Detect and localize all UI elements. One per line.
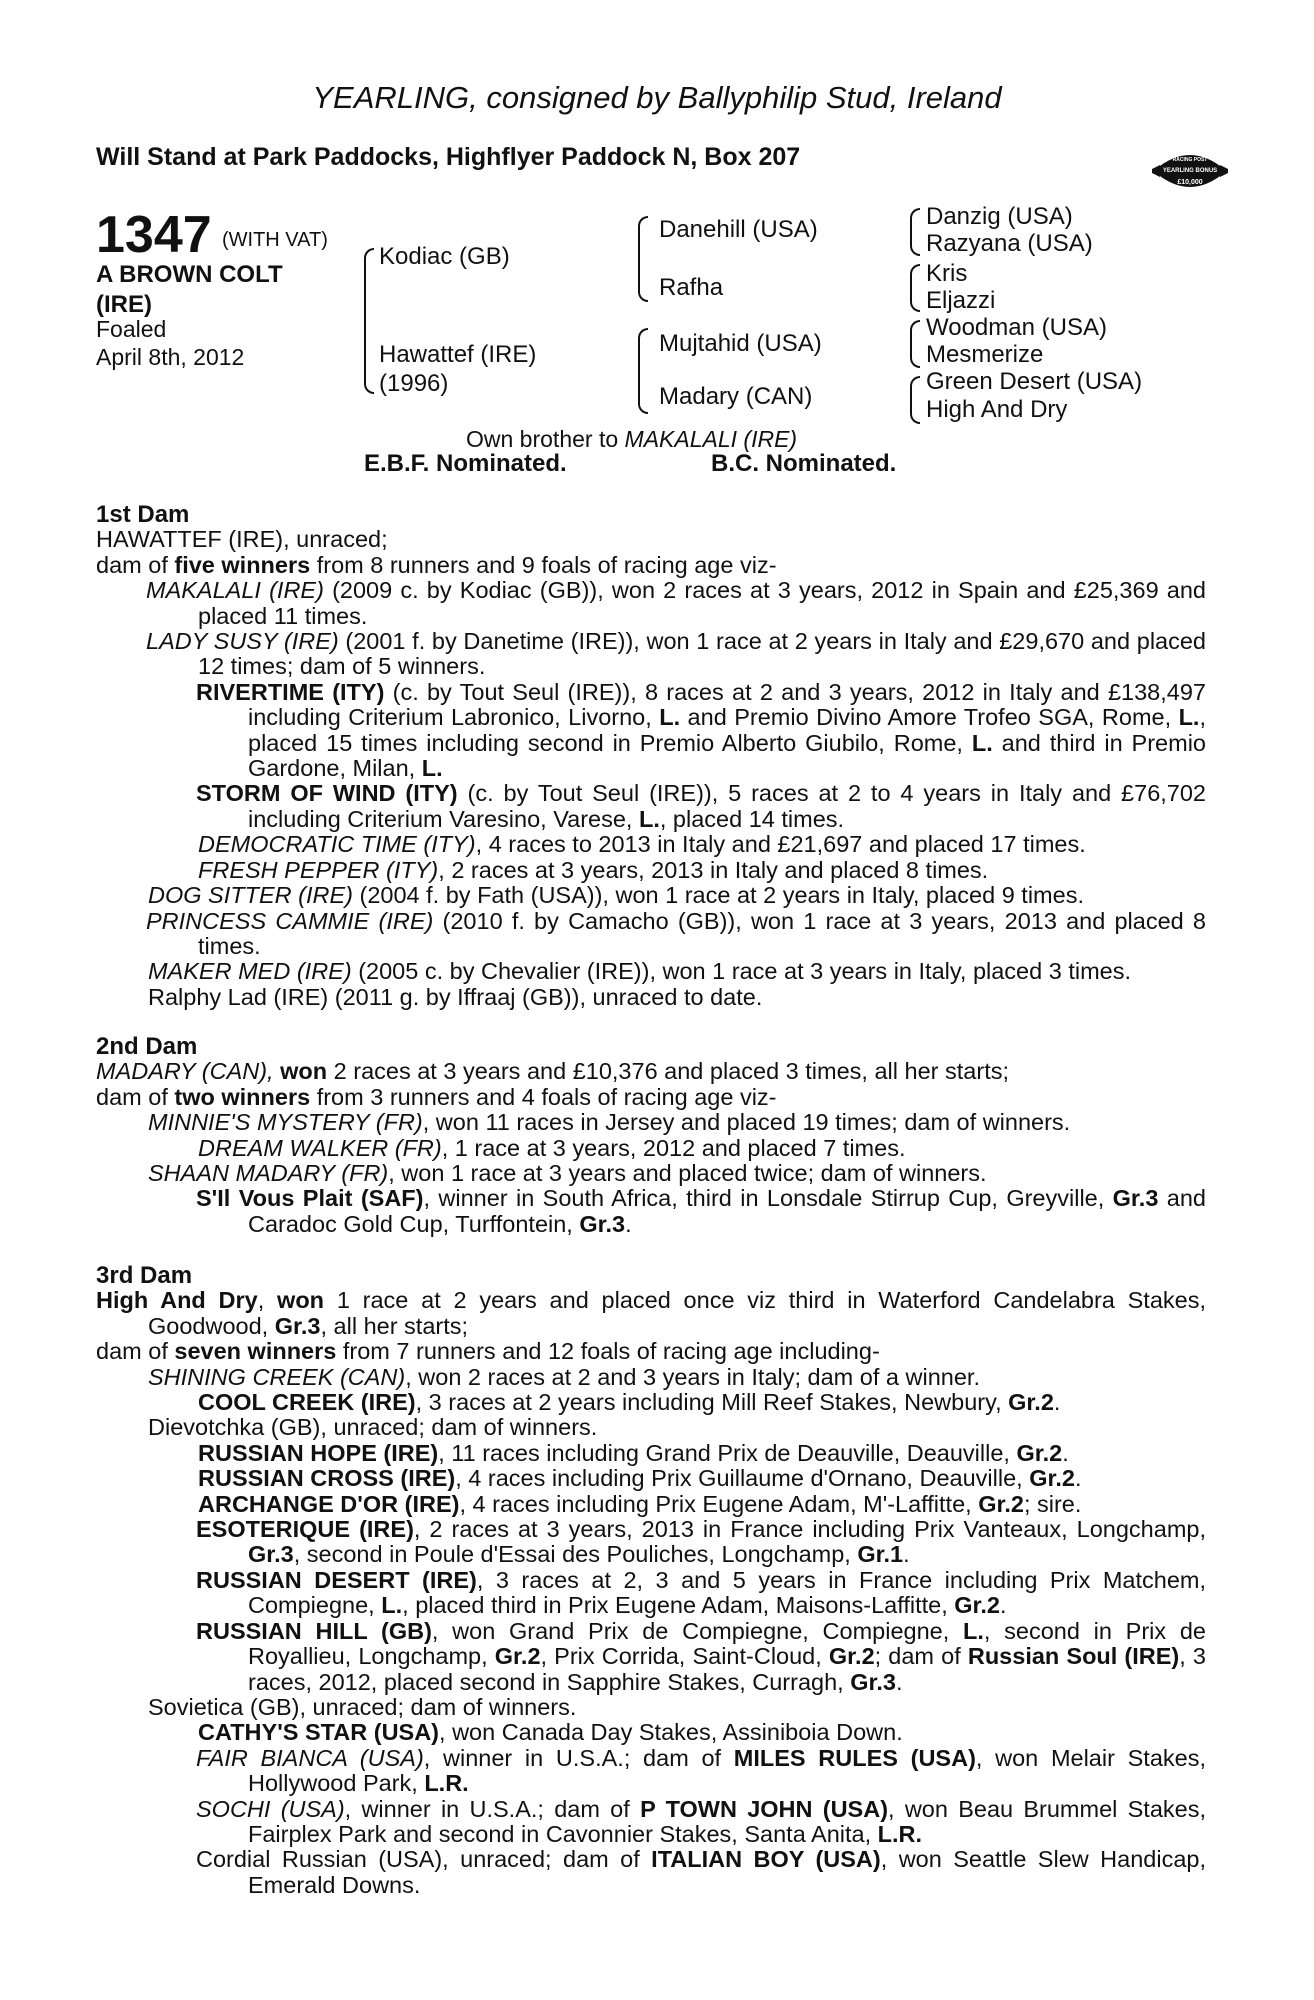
horse-record: , won 11 races in Jersey and placed 19 times; dam of winners.	[422, 1109, 1071, 1136]
produce-russian-hill	[96, 1619, 1206, 1695]
produce-rivertime	[96, 680, 1206, 782]
horse-record: .	[903, 1541, 910, 1568]
horse-name: SHAAN MADARY (FR)	[148, 1160, 389, 1187]
produce-russian-hope	[96, 1441, 1206, 1466]
horse-record: , won Beau Brummel Stakes, Fairplex Park and second in Cavonnier Stakes, Santa Anita,	[248, 1795, 1206, 1847]
horse-record: , 4 races including Prix Eugene Adam, M'-Laffitte,	[459, 1490, 979, 1517]
produce-ralphy-lad: Ralphy Lad (IRE) (2011 g. by Iffraaj (GB)), unraced to date.	[148, 983, 763, 1010]
produce-fair-bianca	[96, 1746, 1206, 1797]
horse-record: , won Grand Prix de Compiegne, Compiegne,	[431, 1617, 963, 1644]
horse-record: , won Seattle Slew Handicap, Emerald Downs.	[248, 1846, 1206, 1898]
race-grade: Gr.1	[857, 1541, 904, 1568]
race-grade: L.	[421, 755, 443, 782]
horse-record: , winner in U.S.A.; dam of	[344, 1795, 641, 1822]
race-grade: L.	[381, 1592, 403, 1619]
horse-name: SHINING CREEK (CAN)	[148, 1363, 406, 1390]
pedigree-brace-g1	[910, 208, 920, 256]
summary-suffix: from 3 runners and 4 foals of racing age viz-	[310, 1083, 777, 1110]
horse-record: , 11 races including Grand Prix de Deauville, Deauville,	[438, 1439, 1017, 1466]
horse-record: .	[1062, 1439, 1069, 1466]
horse-record: , 3 races at 2, 3 and 5 years in France including Prix Matchem, Compiegne,	[248, 1566, 1207, 1619]
summary-suffix: from 7 runners and 12 foals of racing age including-	[336, 1338, 880, 1365]
race-grade: L.	[659, 704, 681, 731]
pedigree-brace-g4	[910, 376, 920, 424]
horse-record: , second in Poule d'Essai des Pouliches, Longchamp,	[293, 1541, 858, 1568]
produce-cool-creek	[96, 1390, 1206, 1415]
horse-record: , 3 races at 2 years including Mill Reef Stakes, Newbury,	[415, 1389, 1009, 1416]
horse-record: and Premio Divino Amore Trofeo SGA, Rome,	[680, 704, 1179, 731]
horse-record: ; dam of	[874, 1643, 968, 1670]
horse-record: , won Melair Stakes, Hollywood Park,	[248, 1744, 1206, 1797]
horse-name: MINNIE'S MYSTERY (FR)	[148, 1109, 423, 1136]
race-grade: L.R.	[877, 1820, 923, 1847]
separator: ,	[257, 1287, 278, 1314]
horse-name: P TOWN JOHN (USA)	[640, 1795, 889, 1822]
first-dam-section	[96, 502, 1206, 1010]
pedigree-dam: Hawattef (IRE)	[379, 341, 537, 368]
badge-mid-text: YEARLING BONUS	[1162, 168, 1218, 174]
first-dam-produce-summary	[96, 553, 1206, 578]
horse-record: , 2 races at 3 years, 2013 in Italy and placed 8 times.	[438, 856, 989, 883]
race-grade: L.R.	[424, 1770, 469, 1797]
horse-record: ; sire.	[1023, 1490, 1082, 1517]
foaled-date	[96, 315, 244, 371]
horse-record: , 4 races to 2013 in Italy and £21,697 and placed 17 times.	[475, 831, 1086, 858]
horse-record: 1 race at 2 years and placed once viz third in Waterford Candelabra Stakes, Goodwood,	[148, 1287, 1207, 1339]
horse-name: S'Il Vous Plait (SAF)	[196, 1185, 424, 1212]
first-dam-heading: 1st Dam	[96, 501, 190, 528]
pedigree-ggd-3: Mesmerize	[926, 341, 1044, 368]
horse-record: (2001 f. by Danetime (IRE)), won 1 race at 2 years in Italy and £29,670 and placed 12 times; dam of 5 winners.	[198, 628, 1206, 680]
race-grade: Gr.2	[828, 1643, 875, 1670]
own-brother-name: MAKALALI (IRE)	[624, 426, 798, 452]
horse-name: FRESH PEPPER (ITY)	[198, 856, 439, 883]
third-dam-name	[96, 1288, 1206, 1339]
produce-minnies-mystery	[96, 1110, 1206, 1135]
horse-record: (c. by Tout Seul (IRE)), 5 races at 2 to 4 years in Italy and £76,702 including Criterium Varesino, Varese,	[248, 780, 1206, 832]
horse-name: MAKER MED (IRE)	[148, 958, 352, 985]
produce-shining-creek	[96, 1365, 1206, 1390]
summary-prefix: dam of	[96, 551, 175, 578]
horse-record: , Prix Corrida, Saint-Cloud,	[540, 1643, 829, 1670]
horse-record: , 2 races at 3 years, 2013 in France including Prix Vanteaux, Longchamp,	[413, 1516, 1206, 1543]
race-grade: Gr.2	[954, 1592, 1000, 1619]
own-brother-prefix: Own brother to	[466, 426, 625, 452]
yearling-bonus-badge	[1150, 147, 1230, 197]
lot-desc-line1: A BROWN COLT	[96, 261, 283, 288]
produce-russian-desert	[96, 1568, 1206, 1619]
pedigree-dam-dam: Madary (CAN)	[659, 383, 813, 410]
lot-number: 1347	[96, 206, 212, 264]
horse-record: 2 races at 3 years and £10,376 and placed 3 times, all her starts;	[327, 1058, 1009, 1085]
summary-prefix: dam of	[96, 1083, 175, 1110]
sale-header: YEARLING, consigned by Ballyphilip Stud, Ireland	[312, 80, 1002, 115]
horse-record: , placed third in Prix Eugene Adam, Maisons-Laffitte,	[402, 1592, 955, 1619]
horse-name: MILES RULES (USA)	[733, 1744, 976, 1771]
horse-name: ITALIAN BOY (USA)	[651, 1846, 881, 1873]
produce-lady-susy	[96, 629, 1206, 680]
race-grade: Gr.3	[248, 1541, 294, 1568]
race-grade: Gr.3	[579, 1210, 626, 1237]
produce-dog-sitter	[96, 883, 1206, 908]
horse-record: Cordial Russian (USA), unraced; dam of	[196, 1846, 652, 1873]
foaled-value: April 8th, 2012	[96, 344, 245, 370]
pedigree-sire-sire: Danehill (USA)	[659, 216, 818, 243]
pedigree-ggs-1: Danzig (USA)	[926, 203, 1073, 230]
vat-note: (WITH VAT)	[222, 229, 328, 251]
race-grade: L.	[962, 1617, 984, 1644]
produce-makalali	[96, 578, 1206, 629]
race-grade: Gr.3	[274, 1312, 321, 1339]
horse-name: MADARY (CAN),	[96, 1058, 274, 1085]
horse-name: DOG SITTER (IRE)	[148, 882, 353, 909]
horse-record: , won 1 race at 3 years and placed twice; dam of winners.	[388, 1160, 987, 1187]
horse-record: , 1 race at 3 years, 2012 and placed 7 times.	[441, 1134, 906, 1161]
horse-name: ARCHANGE D'OR (IRE)	[198, 1490, 460, 1517]
horse-name: ESOTERIQUE (IRE)	[196, 1516, 414, 1543]
pedigree-ggs-3: Woodman (USA)	[926, 314, 1107, 341]
produce-esoterique	[96, 1517, 1206, 1568]
pedigree-ggd-2: Eljazzi	[926, 287, 996, 314]
horse-record: (c. by Tout Seul (IRE)), 8 races at 2 and 3 years, 2012 in Italy and £138,497 including Criterium Labronico, Livorno,	[248, 678, 1206, 731]
produce-cathys-star	[96, 1720, 1206, 1745]
horse-record: .	[1000, 1592, 1007, 1619]
produce-shaan-madary	[96, 1161, 1206, 1186]
produce-cordial-russian	[96, 1847, 1206, 1898]
horse-name: STORM OF WIND (ITY)	[196, 780, 458, 807]
horse-name: COOL CREEK (IRE)	[198, 1389, 416, 1416]
horse-record: , winner in South Africa, third in Lonsdale Stirrup Cup, Greyville,	[423, 1185, 1113, 1212]
produce-democratic-time	[96, 832, 1206, 857]
horse-record: (2010 f. by Camacho (GB)), won 1 race at 3 years, 2013 and placed 8 times.	[198, 907, 1206, 959]
pedigree-brace-main	[364, 248, 374, 394]
race-grade: Gr.2	[494, 1643, 541, 1670]
produce-sil-vous-plait	[96, 1186, 1206, 1237]
winners-count: five winners	[174, 551, 311, 578]
bc-nominated: B.C. Nominated.	[711, 450, 897, 477]
horse-name: Russian Soul (IRE)	[967, 1643, 1180, 1670]
horse-record: (2009 c. by Kodiac (GB)), won 2 races at 3 years, 2012 in Spain and £25,369 and placed 11 times.	[198, 577, 1207, 629]
horse-record: , won Canada Day Stakes, Assiniboia Down.	[439, 1719, 903, 1746]
produce-sovietica: Sovietica (GB), unraced; dam of winners.	[148, 1693, 577, 1720]
produce-russian-cross	[96, 1466, 1206, 1491]
lot-desc-line2: (IRE)	[96, 291, 152, 318]
horse-record: .	[1053, 1389, 1061, 1416]
produce-sochi	[96, 1797, 1206, 1848]
horse-name: RUSSIAN DESERT (IRE)	[196, 1566, 477, 1593]
produce-dievotchka: Dievotchka (GB), unraced; dam of winners.	[148, 1414, 598, 1441]
produce-dream-walker	[96, 1136, 1206, 1161]
second-dam-produce-summary	[96, 1085, 1206, 1110]
pedigree-ggs-2: Kris	[926, 260, 968, 287]
race-grade: Gr.3	[1112, 1185, 1159, 1212]
horse-record: (2005 c. by Chevalier (IRE)), won 1 race at 3 years in Italy, placed 3 times.	[351, 958, 1131, 985]
first-dam-name: HAWATTEF (IRE), unraced;	[96, 526, 388, 553]
horse-name: DEMOCRATIC TIME (ITY)	[198, 831, 476, 858]
horse-record: , all her starts;	[320, 1312, 469, 1339]
third-dam-heading: 3rd Dam	[96, 1262, 193, 1289]
horse-name: RUSSIAN HILL (GB)	[196, 1617, 432, 1644]
horse-name: High And Dry	[96, 1287, 258, 1314]
badge-top-text: RACING POST	[1172, 157, 1208, 163]
pedigree-brace-g2	[910, 264, 920, 312]
summary-suffix: from 8 runners and 9 foals of racing age viz-	[310, 551, 777, 578]
pedigree-ggd-4: High And Dry	[926, 396, 1068, 423]
winners-count: seven winners	[174, 1338, 337, 1365]
badge-amount-text: £10,000	[1177, 179, 1203, 186]
pedigree-brace-dam	[638, 328, 648, 414]
horse-record: , 3 races, 2012, placed second in Sapphire Stakes, Curragh,	[248, 1643, 1206, 1695]
pedigree-ggs-4: Green Desert (USA)	[926, 368, 1143, 395]
horse-record: , 4 races including Prix Guillaume d'Ornano, Deauville,	[455, 1465, 1030, 1492]
ebf-nominated: E.B.F. Nominated.	[364, 450, 567, 477]
won-label: won	[277, 1287, 325, 1314]
horse-record: , placed 15 times including second in Premio Alberto Giubilo, Rome,	[248, 704, 1206, 756]
horse-name: RUSSIAN CROSS (IRE)	[198, 1465, 456, 1492]
pedigree-ggd-1: Razyana (USA)	[926, 230, 1093, 257]
won-label: won	[273, 1058, 328, 1085]
horse-name: CATHY'S STAR (USA)	[198, 1719, 440, 1746]
third-dam-section	[96, 1263, 1206, 1898]
horse-record: .	[895, 1668, 903, 1695]
produce-princess-cammie	[96, 909, 1206, 960]
winners-count: two winners	[174, 1083, 311, 1110]
horse-record: , placed 14 times.	[659, 805, 845, 832]
horse-record: .	[1074, 1465, 1082, 1492]
second-dam-name	[96, 1059, 1206, 1084]
pedigree-dam-sire: Mujtahid (USA)	[659, 330, 822, 357]
horse-name: LADY SUSY (IRE)	[146, 628, 339, 655]
second-dam-heading: 2nd Dam	[96, 1033, 198, 1060]
own-brother-note	[466, 426, 797, 453]
produce-storm-of-wind	[96, 781, 1206, 832]
horse-name: SOCHI (USA)	[196, 1795, 345, 1822]
horse-name: RIVERTIME (ITY)	[196, 678, 385, 705]
horse-record: (2004 f. by Fath (USA)), won 1 race at 2 years in Italy, placed 9 times.	[352, 882, 1084, 909]
foaled-label: Foaled	[96, 316, 167, 342]
lot-description	[96, 260, 283, 320]
produce-archange-dor	[96, 1492, 1206, 1517]
race-grade: L.	[971, 729, 993, 756]
race-grade: Gr.2	[1016, 1439, 1063, 1466]
horse-name: PRINCESS CAMMIE (IRE)	[146, 907, 434, 934]
race-grade: Gr.2	[1008, 1389, 1054, 1416]
horse-name: DREAM WALKER (FR)	[198, 1134, 442, 1161]
race-grade: L.	[638, 805, 660, 832]
horse-record: , second in Prix de Royallieu, Longchamp,	[248, 1617, 1206, 1670]
pedigree-brace-sire	[638, 216, 648, 302]
horse-record: and third in Premio Gardone, Milan,	[248, 729, 1206, 782]
horse-record: and Caradoc Gold Cup, Turffontein,	[248, 1185, 1206, 1237]
race-grade: Gr.2	[1029, 1465, 1075, 1492]
horse-name: RUSSIAN HOPE (IRE)	[198, 1439, 439, 1466]
race-grade: Gr.2	[978, 1490, 1024, 1517]
pedigree-brace-g3	[910, 320, 920, 368]
produce-maker-med	[96, 959, 1206, 984]
horse-record: , winner in U.S.A.; dam of	[423, 1744, 734, 1771]
pedigree-dam-year: (1996)	[379, 370, 449, 397]
horse-record: , won 2 races at 2 and 3 years in Italy; dam of a winner.	[405, 1363, 980, 1390]
race-grade: Gr.3	[850, 1668, 896, 1695]
third-dam-produce-summary	[96, 1339, 1206, 1364]
horse-name: MAKALALI (IRE)	[146, 577, 324, 604]
produce-fresh-pepper	[96, 858, 1206, 883]
stand-location: Will Stand at Park Paddocks, Highflyer Paddock N, Box 207	[96, 143, 801, 171]
summary-prefix: dam of	[96, 1338, 175, 1365]
race-grade: L.	[1178, 704, 1200, 731]
horse-record: .	[625, 1210, 632, 1237]
pedigree-sire: Kodiac (GB)	[379, 243, 510, 270]
second-dam-section	[96, 1034, 1206, 1237]
horse-name: FAIR BIANCA (USA)	[196, 1744, 424, 1771]
pedigree-sire-dam: Rafha	[659, 274, 724, 301]
